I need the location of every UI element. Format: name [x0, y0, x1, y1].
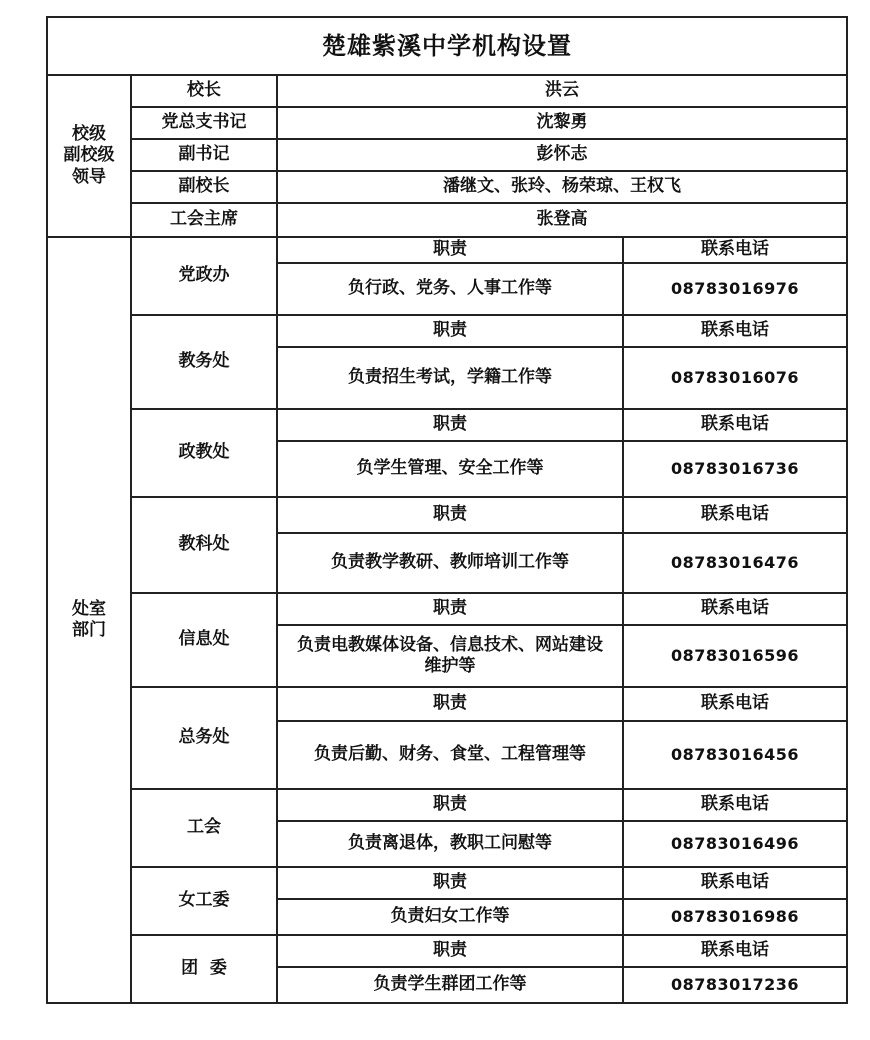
department-name: 教科处: [178, 534, 230, 555]
grid-line: [48, 236, 846, 238]
grid-line: [130, 934, 846, 936]
grid-line: [276, 820, 846, 822]
leadership-group-label: [48, 76, 130, 236]
grid-line: [276, 440, 846, 442]
person-name: 潘继文、张玲、杨荣琼、王权飞: [443, 176, 681, 197]
group-label-line: 副校级: [63, 145, 115, 166]
grid-line: [276, 966, 846, 968]
grid-line: [130, 106, 846, 108]
group-label-line: 处室: [72, 598, 106, 619]
grid-line: [130, 74, 132, 1002]
phone-header: 联系电话: [701, 794, 769, 815]
department-name: 信息处: [178, 629, 230, 650]
person-name: 张登高: [536, 209, 588, 230]
department-name: 党政办: [178, 265, 230, 286]
duty-header: 职责: [433, 940, 467, 961]
phone-header: 联系电话: [701, 693, 769, 714]
grid-line: [130, 314, 846, 316]
grid-line: [48, 74, 846, 76]
role-label: 党总支书记: [161, 112, 247, 133]
grid-line: [276, 898, 846, 900]
page-title: 楚雄紫溪中学机构设置: [322, 32, 572, 60]
grid-line: [276, 346, 846, 348]
grid-line: [130, 138, 846, 140]
phone-number: 08783016076: [671, 368, 799, 387]
duty-header: 职责: [433, 239, 467, 260]
duty-header: 职责: [433, 872, 467, 893]
grid-line: [276, 532, 846, 534]
role-label: 工会主席: [170, 209, 238, 230]
role-label: 副书记: [178, 144, 230, 165]
phone-number: 08783016596: [671, 646, 799, 665]
phone-number: 08783016976: [671, 279, 799, 298]
phone-header: 联系电话: [701, 239, 769, 260]
phone-number: 08783016456: [671, 745, 799, 764]
departments-group-label: [48, 238, 130, 1002]
phone-header: 联系电话: [701, 414, 769, 435]
organization-table: [46, 16, 848, 1004]
phone-number: 08783016736: [671, 459, 799, 478]
group-label-line: 领导: [72, 166, 106, 187]
phone-header: 联系电话: [701, 940, 769, 961]
duty-header: 职责: [433, 414, 467, 435]
phone-number: 08783016476: [671, 553, 799, 572]
grid-line: [130, 788, 846, 790]
grid-line: [130, 496, 846, 498]
grid-line: [130, 866, 846, 868]
phone-number: 08783016986: [671, 907, 799, 926]
role-label: 校长: [187, 80, 221, 101]
duty-text: 负责电教媒体设备、信息技术、网站建设维护等: [297, 634, 603, 676]
grid-line: [130, 408, 846, 410]
duty-header: 职责: [433, 693, 467, 714]
duty-text: 负责教学教研、教师培训工作等: [331, 552, 569, 573]
person-name: 彭怀志: [536, 144, 588, 165]
duty-text: 负责学生群团工作等: [373, 974, 527, 995]
grid-line: [276, 262, 846, 264]
person-name: 洪云: [545, 80, 579, 101]
phone-header: 联系电话: [701, 320, 769, 341]
duty-text: 负责离退体，教职工问慰等: [348, 833, 552, 854]
duty-text: 负责后勤、财务、食堂、工程管理等: [314, 744, 586, 765]
phone-number: 08783017236: [671, 975, 799, 994]
duty-header: 职责: [433, 598, 467, 619]
phone-header: 联系电话: [701, 504, 769, 525]
phone-header: 联系电话: [701, 872, 769, 893]
grid-line: [622, 236, 624, 1002]
grid-line: [276, 720, 846, 722]
department-name: 教务处: [178, 351, 230, 372]
grid-line: [130, 686, 846, 688]
department-name: 团 委: [181, 958, 227, 979]
person-name: 沈黎勇: [536, 112, 588, 133]
duty-header: 职责: [433, 504, 467, 525]
duty-text: 负责招生考试，学籍工作等: [348, 367, 552, 388]
grid-line: [130, 592, 846, 594]
department-name: 总务处: [178, 727, 230, 748]
grid-line: [276, 74, 278, 1002]
department-name: 政教处: [178, 442, 230, 463]
department-name: 工会: [187, 817, 221, 838]
group-label-line: 部门: [72, 620, 106, 640]
group-label-line: 校级: [72, 124, 106, 145]
phone-number: 08783016496: [671, 834, 799, 853]
grid-line: [276, 624, 846, 626]
role-label: 副校长: [178, 176, 230, 197]
duty-header: 职责: [433, 794, 467, 815]
duty-text: 负责妇女工作等: [390, 906, 510, 927]
phone-header: 联系电话: [701, 598, 769, 619]
duty-text: 负行政、党务、人事工作等: [348, 278, 552, 299]
department-name: 女工委: [178, 890, 230, 911]
duty-text: 负学生管理、安全工作等: [356, 458, 544, 479]
grid-line: [130, 170, 846, 172]
duty-header: 职责: [433, 320, 467, 341]
grid-line: [130, 202, 846, 204]
